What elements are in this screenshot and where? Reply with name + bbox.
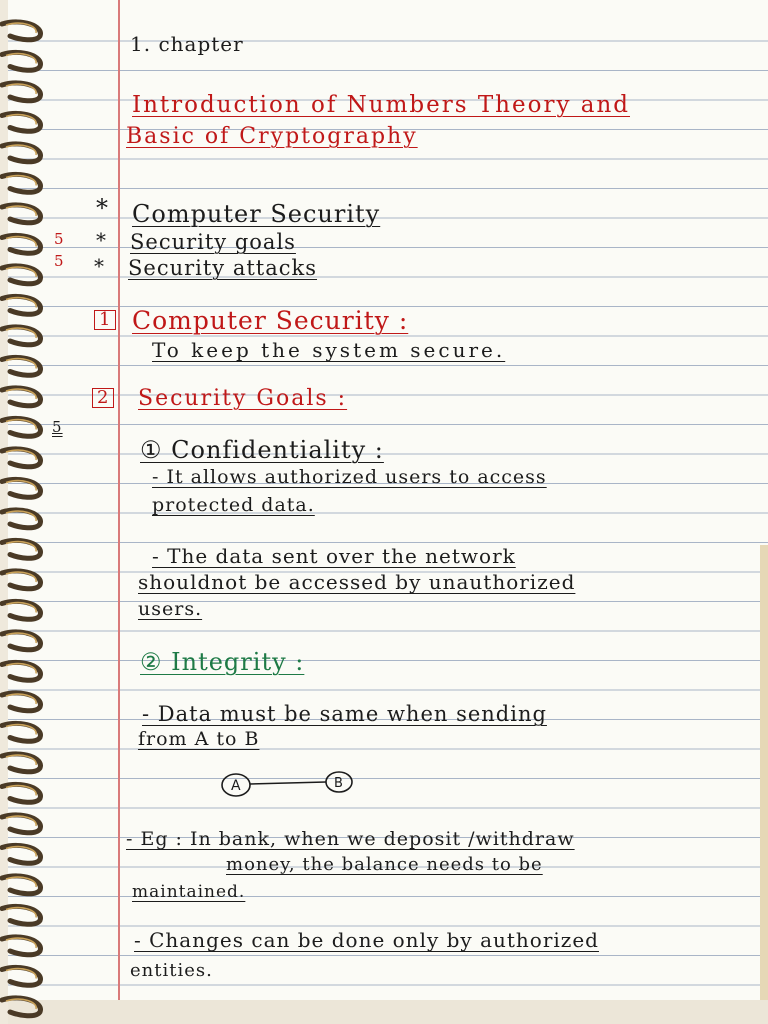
text-line: - Changes can be done only by authorized: [134, 928, 599, 952]
title-line-1: Introduction of Numbers Theory and: [132, 92, 630, 118]
subheading-integrity: ② Integrity :: [140, 648, 305, 676]
section-heading: Computer Security :: [132, 306, 409, 335]
text-line: - It allows authorized users to access: [152, 466, 547, 488]
text-line: - Eg : In bank, when we deposit /withdraw: [126, 828, 575, 850]
text-line: - Data must be same when sending: [142, 702, 547, 726]
topic-margin-mark: 5: [54, 230, 65, 248]
notebook-page: [8, 0, 768, 1024]
text-line: protected data.: [152, 494, 315, 516]
page-edge: [760, 545, 768, 1024]
section-number: 1: [94, 310, 116, 330]
topic-item: Computer Security: [132, 200, 381, 228]
text-line: - The data sent over the network: [152, 544, 516, 568]
text-line: shouldnot be accessed by unauthorized: [138, 570, 576, 594]
text-line: maintained.: [132, 882, 246, 902]
node-b-label: B: [334, 776, 343, 791]
text-line: money, the balance needs to be: [226, 854, 543, 875]
topic-item: Security goals: [130, 230, 296, 254]
asterisk-icon: *: [96, 194, 108, 222]
connection-line: [250, 782, 326, 784]
text-line: entities.: [130, 960, 213, 981]
a-to-b-diagram: [218, 770, 358, 800]
page-bottom-edge: [8, 1000, 768, 1024]
margin-line: [118, 0, 120, 1000]
topic-item: Security attacks: [128, 256, 318, 280]
node-a-label: A: [231, 778, 241, 794]
text-line: from A to B: [138, 728, 260, 750]
margin-mark: 5: [52, 418, 63, 436]
section-body: To keep the system secure.: [152, 338, 506, 362]
spiral-binding: [0, 0, 60, 1024]
subheading-confidentiality: ① Confidentiality :: [140, 436, 384, 464]
text-line: users.: [138, 598, 203, 620]
asterisk-icon: *: [94, 254, 104, 278]
section-number: 2: [92, 388, 114, 408]
section-heading: Security Goals :: [138, 386, 348, 411]
topic-margin-mark: 5: [54, 252, 65, 270]
title-line-2: Basic of Cryptography: [126, 124, 418, 149]
chapter-label: 1. chapter: [130, 32, 244, 56]
asterisk-icon: *: [96, 228, 106, 252]
